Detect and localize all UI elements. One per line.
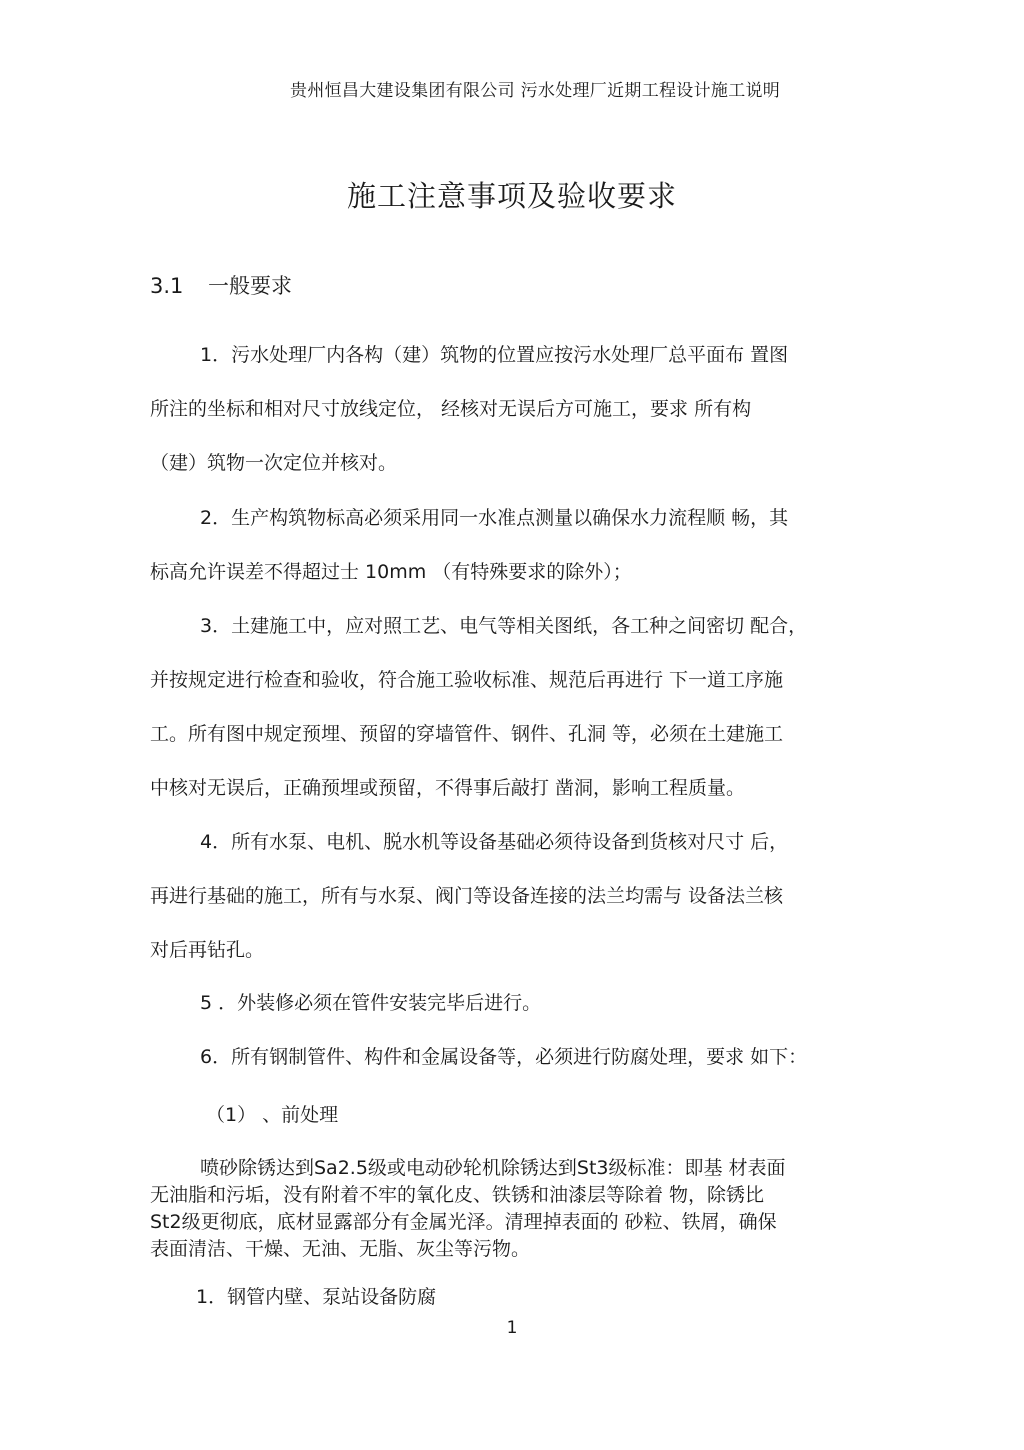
paragraph-4-line-2: 再进行基础的施工，所有与水泵、阀门等设备连接的法兰均需与 设备法兰核 [150, 885, 784, 907]
paragraph-1-line-2: 所注的坐标和相对尺寸放线定位， 经核对无误后方可施工，要求 所有构 [150, 398, 752, 420]
document-title: 施工注意事项及验收要求 [346, 179, 677, 213]
paragraph-3-line-2: 并按规定进行检查和验收，符合施工验收标准、规范后再进行 下一道工序施 [150, 669, 784, 691]
paragraph-4-line-3: 对后再钻孔。 [150, 939, 265, 961]
paragraph-2-line-2: 标高允许误差不得超过士 10mm （有特殊要求的除外）； [150, 561, 632, 583]
paragraph-1-line-3: （建）筑物一次定位并核对。 [150, 452, 398, 474]
paragraph-1-line-1: 1．污水处理厂内各构（建）筑物的位置应按污水处理厂总平面布 置图 [200, 344, 789, 366]
pretreatment-line-2: 无油脂和污垢，没有附着不牢的氧化皮、铁锈和油漆层等除着 物，除锈比 [150, 1184, 765, 1206]
paragraph-3-line-1: 3．土建施工中，应对照工艺、电气等相关图纸，各工种之间密切 配合， [200, 615, 808, 637]
pretreatment-line-3: St2级更彻底，底材显露部分有金属光泽。清理掉表面的 砂粒、铁屑，确保 [150, 1211, 777, 1233]
paragraph-5: 5 ．外装修必须在管件安装完毕后进行。 [200, 992, 542, 1014]
paragraph-6: 6．所有钢制管件、构件和金属设备等，必须进行防腐处理，要求 如下： [200, 1046, 808, 1068]
paragraph-2-line-1: 2．生产构筑物标高必须采用同一水准点测量以确保水力流程顺 畅，其 [200, 507, 789, 529]
paragraph-4-line-1: 4．所有水泵、电机、脱水机等设备基础必须待设备到货核对尺寸 后， [200, 831, 789, 853]
section-heading [150, 270, 292, 300]
subheading-pretreatment: （1） 、前处理 [206, 1104, 339, 1126]
pretreatment-line-1: 喷砂除锈达到Sa2.5级或电动砂轮机除锈达到St3级标准：即基 材表面 [200, 1157, 786, 1179]
page-number: 1 [506, 1318, 518, 1338]
item-1-heading: 1．钢管内壁、泵站设备防腐 [196, 1286, 437, 1308]
pretreatment-line-4: 表面清洁、干燥、无油、无脂、灰尘等污物。 [150, 1238, 531, 1260]
page-header: 贵州恒昌大建设集团有限公司 污水处理厂近期工程设计施工说明 [290, 81, 781, 101]
paragraph-3-line-3: 工。所有图中规定预埋、预留的穿墙管件、钢件、孔洞 等，必须在土建施工 [150, 723, 784, 745]
section-title: 一般要求 [208, 274, 292, 298]
section-number: 3.1 [150, 274, 184, 298]
paragraph-3-line-4: 中核对无误后，正确预埋或预留，不得事后敲打 凿洞，影响工程质量。 [150, 777, 746, 799]
